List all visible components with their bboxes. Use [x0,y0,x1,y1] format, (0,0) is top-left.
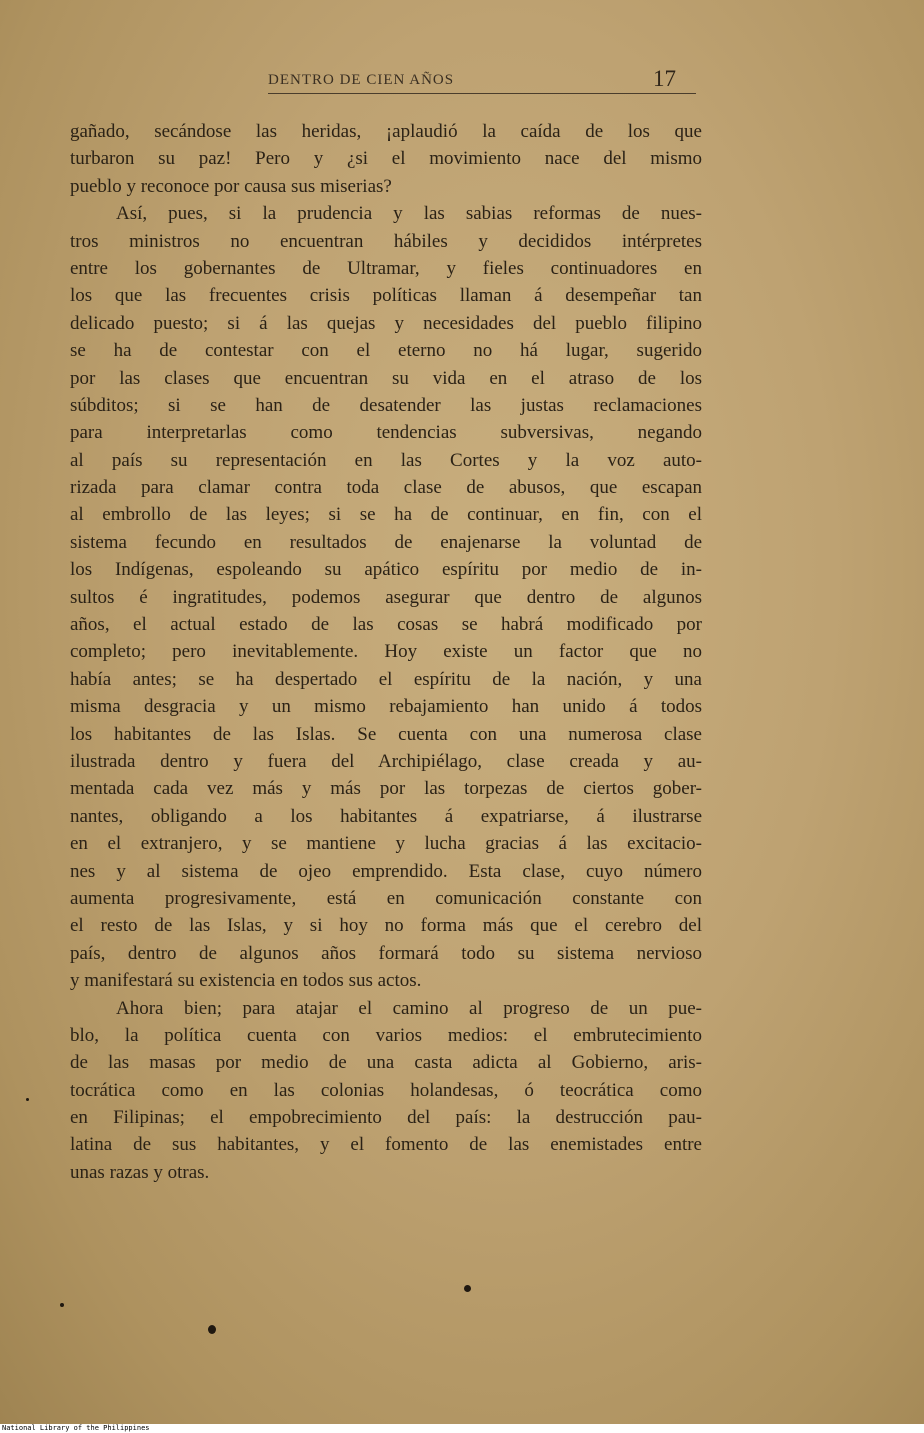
text-line: para interpretarlas como tendencias subversivas, negando [70,422,702,444]
page-number: 17 [653,66,676,91]
text-line: latina de sus habitantes, y el fomento de las enemistades entre [70,1134,702,1156]
text-line: se ha de contestar con el eterno no há lugar, sugerido [70,340,702,362]
text-line: en el extranjero, y se mantiene y lucha gracias á las excitacio- [70,833,702,855]
text-line: delicado puesto; si á las quejas y necesidades del pueblo filipino [70,312,702,334]
text-line: Ahora bien; para atajar el camino al progreso de un pue- [116,997,702,1019]
text-line: de las masas por medio de una casta adicta al Gobierno, aris- [70,1052,702,1074]
text-line: años, el actual estado de las cosas se habrá modificado por [70,614,702,636]
text-line: y manifestará su existencia en todos sus actos. [70,970,422,992]
footer-bar [0,1424,924,1433]
text-line: rizada para clamar contra toda clase de abusos, que escapan [70,477,702,499]
text-line: ilustrada dentro y fuera del Archipiélago, clase creada y au- [70,750,702,772]
ink-speck [26,1098,29,1101]
text-line: nantes, obligando a los habitantes á expatriarse, á ilustrarse [70,805,702,827]
text-line: completo; pero inevitablemente. Hoy existe un factor que no [70,641,702,663]
ink-speck [464,1285,471,1292]
text-line: había antes; se ha despertado el espíritu de la nación, y una [70,668,702,690]
ink-speck [60,1303,64,1307]
text-line: unas razas y otras. [70,1161,210,1183]
text-line: sultos é ingratitudes, podemos asegurar que dentro de algunos [70,586,702,608]
text-line: los Indígenas, espoleando su apático espíritu por medio de in- [70,559,702,581]
text-line: entre los gobernantes de Ultramar, y fieles continuadores en [70,257,702,279]
text-line: al embrollo de las leyes; si se ha de continuar, en fin, con el [70,504,702,526]
library-credit: National Library of the Philippines [2,1424,150,1432]
text-line: al país su representación en las Cortes y la voz auto- [70,449,702,471]
text-line: aumenta progresivamente, está en comunicación constante con [70,887,702,909]
text-line: súbditos; si se han de desatender las justas reclamaciones [70,394,702,416]
text-line: turbaron su paz! Pero y ¿si el movimiento nace del mismo [70,148,702,170]
page-header [68,64,696,96]
text-line: país, dentro de algunos años formará todo su sistema nervioso [70,942,702,964]
text-line: Así, pues, si la prudencia y las sabias reformas de nues- [116,203,702,225]
text-line: tocrática como en las colonias holandesas, ó teocrática como [70,1079,702,1101]
body-text [70,118,702,1186]
text-line: nes y al sistema de ojeo emprendido. Esta clase, cuyo número [70,860,702,882]
text-line: sistema fecundo en resultados de enajenarse la voluntad de [70,531,702,553]
text-line: por las clases que encuentran su vida en el atraso de los [70,367,702,389]
text-line: misma desgracia y un mismo rebajamiento han unido á todos [70,696,702,718]
text-line: pueblo y reconoce por causa sus miserias? [70,175,392,197]
text-line: mentada cada vez más y más por las torpezas de ciertos gober- [70,778,702,800]
text-line: blo, la política cuenta con varios medios: el embrutecimiento [70,1024,702,1046]
header-rule [268,93,696,94]
text-line: el resto de las Islas, y si hoy no forma más que el cerebro del [70,915,702,937]
text-line: tros ministros no encuentran hábiles y decididos intérpretes [70,230,702,252]
text-line: los habitantes de las Islas. Se cuenta con una numerosa clase [70,723,702,745]
text-line: en Filipinas; el empobrecimiento del país: la destrucción pau- [70,1107,702,1129]
running-title: DENTRO DE CIEN AÑOS [268,72,455,88]
ink-speck [208,1325,216,1334]
text-line: los que las frecuentes crisis políticas llaman á desempeñar tan [70,285,702,307]
text-line: gañado, secándose las heridas, ¡aplaudió la caída de los que [70,121,702,142]
